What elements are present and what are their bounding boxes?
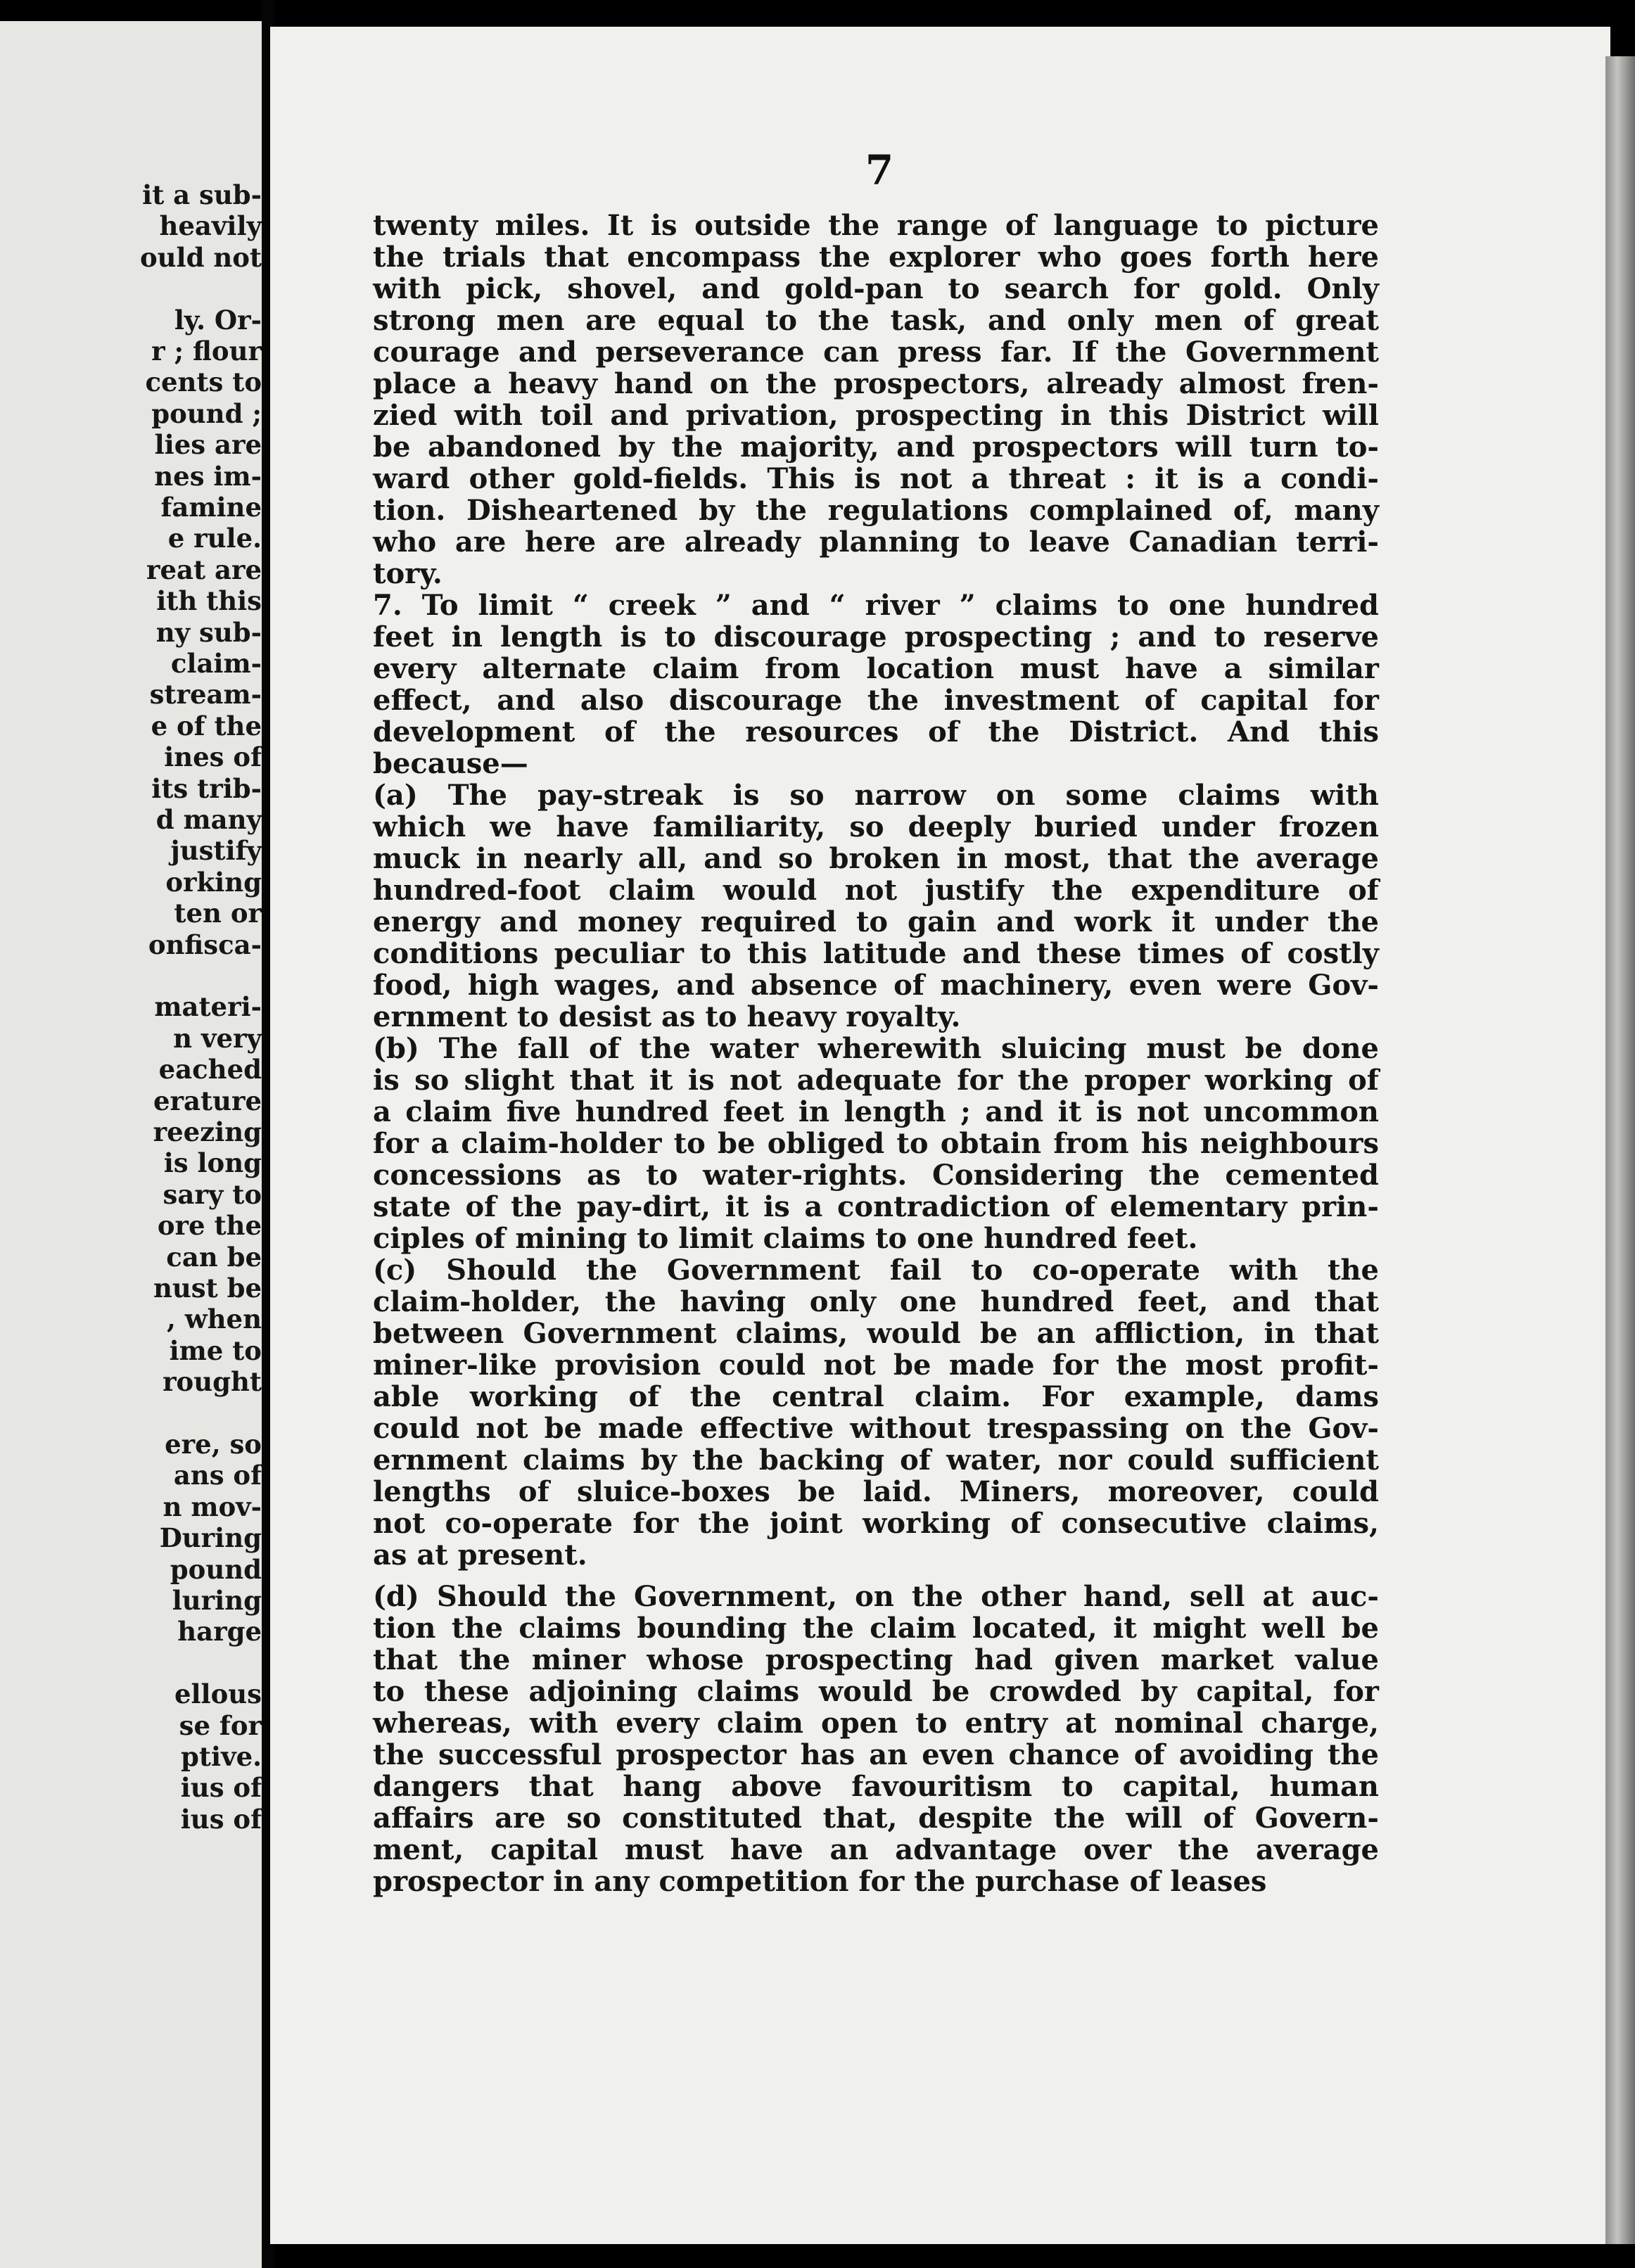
text-line: ment, capital must have an advantage over the average: [373, 1833, 1379, 1866]
left-page-line: onfisca-: [148, 929, 262, 960]
text-line: every alternate claim from location must have a similar: [373, 652, 1379, 685]
text-line: ciples of mining to limit claims to one hundred feet.: [373, 1222, 1198, 1255]
left-page-line: ius of: [180, 1772, 262, 1804]
text-line: food, high wages, and absence of machinery, even were Gov-: [373, 969, 1379, 1002]
left-page-line: r ; flour: [151, 336, 262, 367]
left-page-line: ines of: [164, 741, 262, 773]
text-line: which we have familiarity, so deeply buried under frozen: [373, 810, 1379, 843]
body-text: [373, 210, 1379, 1897]
left-page-line: ly. Or-: [174, 304, 262, 336]
left-page-line: se for: [179, 1709, 262, 1741]
left-page-line: pound: [170, 1553, 262, 1585]
left-page-line: sary to: [163, 1178, 262, 1210]
left-page-line: materi-: [154, 991, 262, 1023]
text-line: could not be made effective without trespassing on the Gov-: [373, 1412, 1379, 1445]
left-page-line: nust be: [153, 1273, 262, 1304]
left-page-line: e rule.: [167, 523, 262, 554]
left-page-line: ius of: [180, 1803, 262, 1835]
text-line: able working of the central claim. For example, dams: [373, 1380, 1379, 1413]
left-page-line: ans of: [173, 1460, 262, 1491]
left-page-line: n very: [173, 1022, 262, 1054]
text-line: concessions as to water-rights. Considering the cemented: [373, 1159, 1379, 1192]
text-line: claim-holder, the having only one hundred feet, and that: [373, 1285, 1379, 1318]
text-line: (c) Should the Government fail to co-operate with the: [373, 1254, 1379, 1287]
text-line: zied with toil and privation, prospecting in this District will: [373, 399, 1379, 432]
left-page-line: heavily: [159, 210, 262, 242]
text-line: feet in length is to discourage prospecting ; and to reserve: [373, 620, 1379, 654]
left-page-line: harge: [177, 1616, 262, 1648]
text-line: that the miner whose prospecting had given market value: [373, 1643, 1379, 1676]
left-page-line: ould not: [139, 241, 262, 273]
text-line: is so slight that it is not adequate for the proper working of: [373, 1064, 1379, 1097]
left-page-line: eached: [158, 1054, 262, 1085]
text-line: 7. To limit “ creek ” and “ river ” claims to one hundred: [373, 589, 1379, 622]
text-line: to these adjoining claims would be crowded by capital, for: [373, 1675, 1379, 1708]
page-number: 7: [865, 146, 894, 194]
text-line: as at present.: [373, 1538, 587, 1572]
text-line: muck in nearly all, and so broken in most, that the average: [373, 842, 1379, 875]
paragraph-point-a: [373, 779, 1379, 1033]
paragraph-intro: [373, 210, 1379, 590]
left-page-line: reezing: [153, 1116, 262, 1147]
text-line: the trials that encompass the explorer who goes forth here: [373, 241, 1379, 274]
left-page-line: During: [159, 1522, 262, 1554]
text-line: dangers that hang above favouritism to capital, human: [373, 1770, 1379, 1803]
left-page-line: stream-: [149, 679, 262, 711]
text-line: not co-operate for the joint working of consecutive claims,: [373, 1507, 1379, 1540]
paragraph-point-7: [373, 590, 1379, 779]
left-page-line: lies are: [154, 429, 262, 461]
text-line: tion. Disheartened by the regulations complained of, many: [373, 494, 1379, 527]
paragraph-gap: [373, 1571, 1379, 1581]
text-line: tory.: [373, 557, 443, 590]
text-line: the successful prospector has an even chance of avoiding the: [373, 1738, 1379, 1771]
left-page-line: ptive.: [181, 1741, 262, 1772]
left-page-text: [0, 179, 262, 1903]
left-page-line: ellous: [174, 1678, 262, 1710]
left-page-line: is long: [163, 1147, 262, 1179]
text-line: whereas, with every claim open to entry at nominal charge,: [373, 1707, 1379, 1740]
left-page-line: d many: [155, 804, 262, 835]
text-line: who are here are already planning to leave Canadian terri-: [373, 525, 1379, 559]
left-page-line: claim-: [170, 648, 262, 679]
left-page-line: erature: [153, 1085, 262, 1116]
text-line: conditions peculiar to this latitude and these times of costly: [373, 937, 1379, 970]
text-line: prospector in any competition for the purchase of leases: [373, 1865, 1267, 1898]
left-page-line: ny sub-: [155, 616, 262, 648]
text-line: ernment to desist as to heavy royalty.: [373, 1000, 961, 1033]
left-page-line: can be: [166, 1241, 262, 1273]
text-line: lengths of sluice-boxes be laid. Miners, moreover, could: [373, 1475, 1379, 1508]
left-page-line: n mov-: [163, 1491, 262, 1522]
text-line: (a) The pay-streak is so narrow on some claims with: [373, 779, 1379, 812]
left-page-line: e of the: [151, 710, 262, 741]
left-page-line: reat are: [146, 554, 262, 585]
text-line: hundred-foot claim would not justify the expenditure of: [373, 874, 1379, 907]
left-page-line: orking: [165, 866, 262, 898]
text-line: courage and perseverance can press far. If the Government: [373, 336, 1379, 369]
text-line: twenty miles. It is outside the range of language to picture: [373, 209, 1379, 242]
left-page-line: famine: [160, 492, 262, 523]
left-page-line: ere, so: [165, 1429, 262, 1460]
left-page-line: rought: [163, 1366, 262, 1398]
paragraph-point-b: [373, 1033, 1379, 1254]
text-line: a claim five hundred feet in length ; and it is not uncommon: [373, 1095, 1379, 1128]
text-line: ernment claims by the backing of water, nor could sufficient: [373, 1444, 1379, 1477]
text-line: energy and money required to gain and work it under the: [373, 905, 1379, 938]
text-line: strong men are equal to the task, and only men of great: [373, 304, 1379, 337]
left-page-line: ore the: [157, 1210, 262, 1242]
text-line: place a heavy hand on the prospectors, already almost fren-: [373, 367, 1379, 400]
text-line: ward other gold-fields. This is not a threat : it is a condi-: [373, 462, 1379, 495]
left-page-line: cents to: [145, 367, 262, 398]
text-line: state of the pay-dirt, it is a contradiction of elementary prin-: [373, 1190, 1379, 1223]
paragraph-point-c: [373, 1254, 1379, 1571]
left-page-line: , when: [167, 1304, 262, 1335]
left-page-line: it a sub-: [142, 179, 262, 210]
paragraph-point-d: [373, 1581, 1379, 1897]
text-line: effect, and also discourage the investment of capital for: [373, 684, 1379, 717]
text-line: be abandoned by the majority, and prospectors will turn to-: [373, 431, 1379, 464]
text-line: between Government claims, would be an affliction, in that: [373, 1317, 1379, 1350]
left-page-line: justify: [170, 835, 262, 867]
left-page-line: luring: [172, 1585, 262, 1616]
text-line: with pick, shovel, and gold-pan to search for gold. Only: [373, 272, 1379, 305]
text-line: (d) Should the Government, on the other hand, sell at auc-: [373, 1580, 1379, 1613]
text-line: affairs are so constituted that, despite the will of Govern-: [373, 1802, 1379, 1835]
page-edge: [1605, 56, 1635, 2244]
left-page-line: ith this: [156, 585, 262, 617]
text-line: for a claim-holder to be obliged to obtain from his neighbours: [373, 1127, 1379, 1160]
left-page-line: ime to: [169, 1334, 262, 1366]
text-line: (b) The fall of the water wherewith sluicing must be done: [373, 1032, 1379, 1065]
text-line: development of the resources of the District. And this: [373, 715, 1379, 748]
left-page-line: ten or: [174, 898, 262, 929]
left-page-line: nes im-: [154, 460, 262, 492]
text-line: because—: [373, 747, 528, 780]
left-page-line: pound ;: [151, 397, 262, 429]
left-page-line: its trib-: [151, 772, 262, 804]
text-line: tion the claims bounding the claim located, it might well be: [373, 1612, 1379, 1645]
text-line: miner-like provision could not be made for the most profit-: [373, 1349, 1379, 1382]
